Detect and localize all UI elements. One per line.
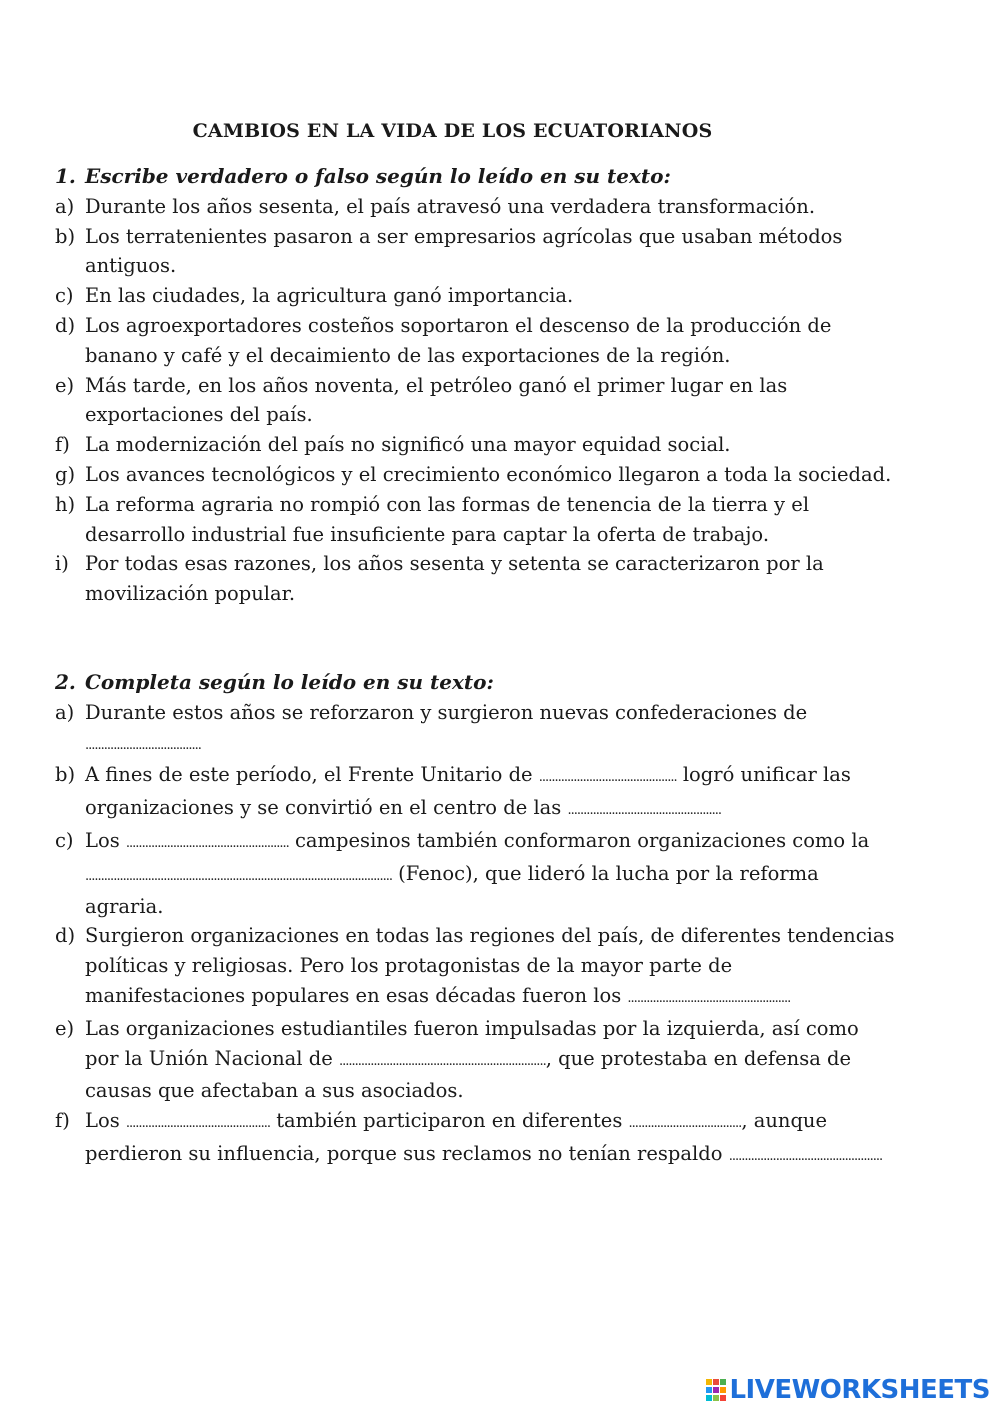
sentence-text: Los	[85, 1109, 126, 1133]
item-label: b)	[55, 763, 76, 787]
answer-blank[interactable]: ..............................................	[125, 1116, 270, 1132]
item-sentence	[85, 921, 895, 1013]
answer-blank[interactable]: .................................................	[567, 803, 721, 819]
page-title: CAMBIOS EN LA VIDA DE LOS ECUATORIANOS	[192, 120, 713, 142]
answer-blank[interactable]: ....................................................	[125, 835, 289, 851]
item-sentence	[85, 760, 895, 826]
item-statement: Los agroexportadores costeños soportaron el descenso de la producción de banano y café y el decaimiento de las exportaciones de la región.	[85, 313, 832, 367]
answer-blank[interactable]: .................................................	[728, 1148, 883, 1164]
section2-number: 2.	[55, 670, 76, 694]
true-false-item	[55, 549, 895, 609]
true-false-item	[55, 371, 895, 431]
item-label: a)	[55, 700, 75, 724]
answer-blank[interactable]: .....................................	[85, 737, 201, 753]
true-false-list	[55, 192, 895, 609]
complete-list	[55, 698, 895, 1172]
complete-item	[55, 1014, 895, 1106]
item-label: g)	[55, 462, 76, 486]
answer-blank[interactable]: ..................................................................	[338, 1053, 546, 1069]
true-false-item	[55, 222, 895, 282]
true-false-item	[55, 311, 895, 371]
section2-heading	[55, 668, 895, 698]
item-label: f)	[55, 1109, 70, 1133]
true-false-item	[55, 490, 895, 550]
item-statement: La reforma agraria no rompió con las formas de tenencia de la tierra y el desarrollo industrial fue insuficiente para captar la oferta de trabajo.	[85, 492, 810, 546]
item-sentence	[85, 1014, 895, 1106]
section1-number: 1.	[55, 164, 76, 188]
item-label: i)	[55, 552, 69, 576]
item-label: c)	[55, 284, 74, 308]
complete-item	[55, 698, 895, 761]
item-statement: Durante los años sesenta, el país atravesó una verdadera transformación.	[85, 194, 816, 218]
item-statement: Los terratenientes pasaron a ser empresarios agrícolas que usaban métodos antiguos.	[85, 224, 843, 278]
section2-heading-text: Completa según lo leído en su texto:	[85, 670, 494, 694]
complete-item	[55, 826, 895, 921]
section1-heading-text: Escribe verdadero o falso según lo leído en su texto:	[85, 164, 671, 188]
item-label: f)	[55, 433, 70, 457]
sentence-text: A fines de este período, el Frente Unitario de	[85, 763, 539, 787]
item-statement: Los avances tecnológicos y el crecimiento económico llegaron a toda la sociedad.	[85, 462, 892, 486]
answer-blank[interactable]: ....................................	[628, 1116, 742, 1132]
true-false-item	[55, 281, 895, 311]
complete-item	[55, 760, 895, 826]
sentence-text: logró unificar las organizaciones y se convirtió en el centro de las	[85, 763, 851, 820]
section1-heading	[55, 162, 895, 192]
item-sentence	[85, 826, 895, 921]
answer-blank[interactable]: ..................................................................................................	[85, 868, 392, 884]
sentence-text: Las organizaciones estudiantiles fueron impulsadas por la izquierda, así como por la Unión Nacional de	[85, 1016, 859, 1070]
item-statement: En las ciudades, la agricultura ganó importancia.	[85, 284, 574, 308]
item-sentence	[85, 698, 895, 761]
item-label: h)	[55, 492, 76, 516]
liveworksheets-logo	[705, 1375, 990, 1405]
item-label: c)	[55, 828, 74, 852]
section-complete	[55, 668, 895, 1172]
sentence-text: , aunque perdieron su influencia, porque sus reclamos no tenían respaldo	[85, 1109, 828, 1165]
sentence-text: , que protestaba en defensa de causas que afectaban a sus asociados.	[85, 1046, 852, 1103]
sentence-text: (Fenoc), que lideró la lucha por la reforma agraria.	[85, 861, 819, 918]
item-statement: Por todas esas razones, los años sesenta y setenta se caracterizaron por la movilización popular.	[85, 552, 824, 606]
section-true-false	[55, 162, 895, 609]
item-label: d)	[55, 313, 76, 337]
item-label: e)	[55, 373, 75, 397]
liveworksheets-logo-icon	[705, 1377, 727, 1403]
sentence-text: también participaron en diferentes	[270, 1109, 629, 1133]
item-statement: La modernización del país no significó una mayor equidad social.	[85, 433, 731, 457]
sentence-text: Surgieron organizaciones en todas las regiones del país, de diferentes tendencias políticas y religiosas. Pero los protagonistas de la mayor parte de manifestaciones populares en esas décadas fueron los	[85, 924, 895, 1007]
complete-item	[55, 921, 895, 1013]
item-label: d)	[55, 924, 76, 948]
sentence-text: Durante estos años se reforzaron y surgieron nuevas confederaciones de	[85, 700, 808, 724]
sentence-text: campesinos también conformaron organizaciones como la	[288, 828, 870, 852]
logo-text: LIVEWORKSHEETS	[729, 1375, 990, 1405]
sentence-text: Los	[85, 828, 126, 852]
item-sentence	[85, 1106, 895, 1172]
item-statement: Más tarde, en los años noventa, el petróleo ganó el primer lugar en las exportaciones del país.	[85, 373, 788, 427]
complete-item	[55, 1106, 895, 1172]
item-label: b)	[55, 224, 76, 248]
true-false-item	[55, 430, 895, 460]
true-false-item	[55, 192, 895, 222]
true-false-item	[55, 460, 895, 490]
answer-blank[interactable]: ............................................	[538, 770, 677, 786]
answer-blank[interactable]: ....................................................	[627, 990, 791, 1006]
item-label: e)	[55, 1016, 75, 1040]
item-label: a)	[55, 194, 75, 218]
